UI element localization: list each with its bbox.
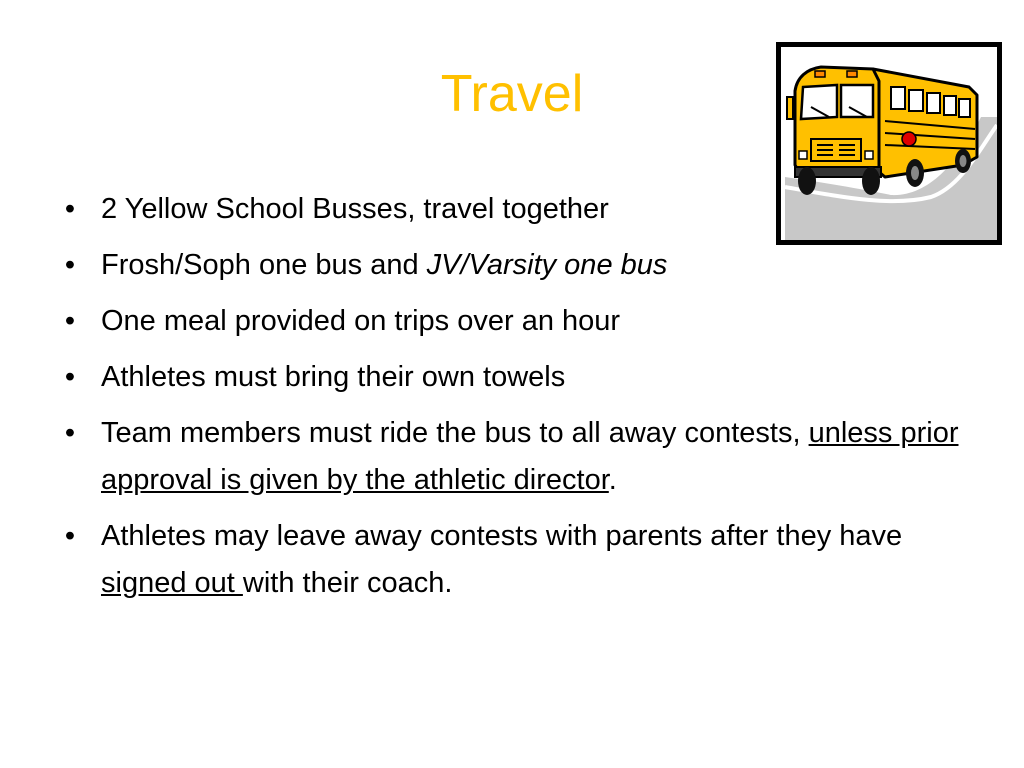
bullet-text-italic: JV/Varsity one bus xyxy=(426,249,668,281)
bullet-dot: • xyxy=(64,520,76,552)
bullet-dot: • xyxy=(64,305,76,337)
bullet-item xyxy=(60,513,960,607)
bullet-text: Athletes may leave away contests with parents after they have xyxy=(101,520,903,552)
bullet-text-underlined: signed out xyxy=(101,567,243,599)
bullet-text: Frosh/Soph one bus and xyxy=(101,249,427,281)
bullet-dot: • xyxy=(64,249,76,281)
bullet-list xyxy=(60,186,960,616)
bullet-text: Team members must ride the bus to all away contests, xyxy=(101,417,809,449)
bullet-item xyxy=(60,242,960,289)
bullet-text: 2 Yellow School Busses, travel together xyxy=(101,193,609,225)
bullet-dot: • xyxy=(64,361,76,393)
bullet-text: One meal provided on trips over an hour xyxy=(101,305,621,337)
bullet-text: Athletes must bring their own towels xyxy=(101,361,566,393)
bullet-text: with their coach. xyxy=(242,567,453,599)
bullet-dot: • xyxy=(64,417,76,449)
bullet-text: . xyxy=(608,464,617,496)
bullet-text-underlined: unless prior approval is given by the athletic director xyxy=(101,417,959,496)
bullet-item xyxy=(60,298,960,345)
bullet-item xyxy=(60,354,960,401)
bullet-item xyxy=(60,410,960,504)
slide-title: Travel xyxy=(440,65,584,123)
bullet-item xyxy=(60,186,960,233)
bullet-dot: • xyxy=(64,193,76,225)
